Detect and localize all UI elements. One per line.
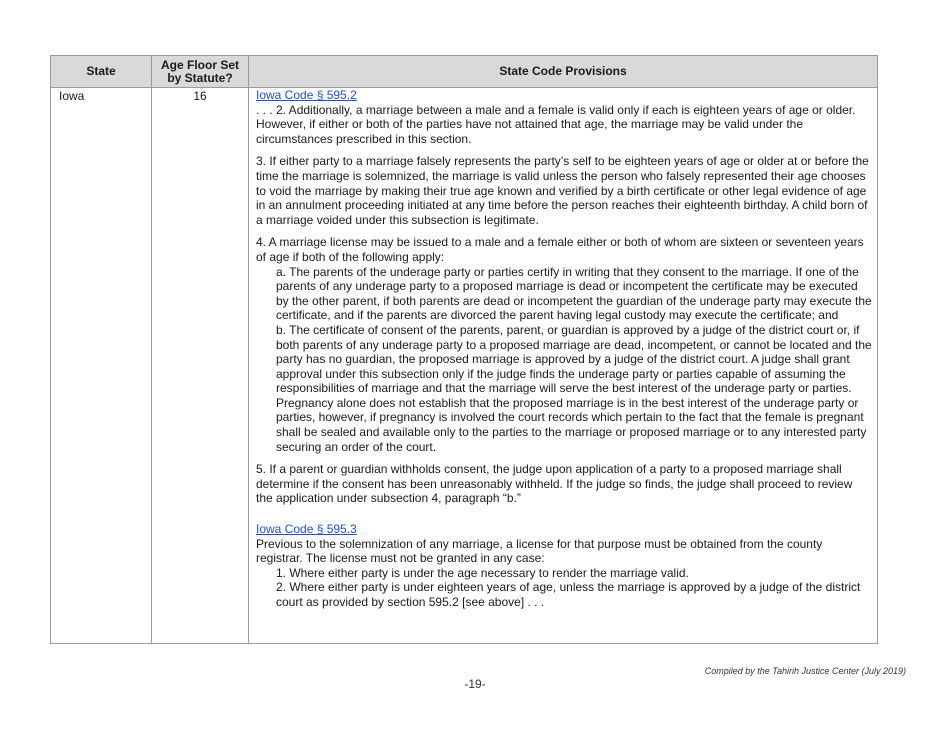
provision-paragraph: Previous to the solemnization of any marriage, a license for that purpose must be obtained from the county registrar. The license must not be granted in any case: — [256, 536, 823, 566]
iowa-code-595-3-link[interactable]: Iowa Code § 595.3 — [256, 522, 357, 537]
page-number: -19- — [464, 677, 486, 691]
provision-paragraph: 4. A marriage license may be issued to a male and a female either or both of whom are sixteen or seventeen years of age if both of the following apply: — [256, 235, 864, 264]
table-header — [51, 56, 877, 88]
header-state: State — [86, 64, 116, 78]
provision-subparagraph: 1. Where either party is under the age necessary to render the marriage valid. — [276, 565, 689, 580]
state-cell: Iowa — [59, 89, 85, 103]
provision-subparagraph: b. The certificate of consent of the parents, parent, or guardian is approved by a judge of the district court or, if both parents of any underage party to a proposed marriage are dead, incompetent, or cannot be located and the party has no guardian, the proposed marriage is approved by a judge of the district court. A judge shall grant approval under this subsection only if the judge finds the underage party or parties capable of assuming the responsibilities of marriage and that the marriage will serve the best interest of the underage party or parties. Pregnancy alone does not establish that the proposed marriage is in the best interest of the underage party or parties, however, if pregnancy is involved the court records which pertain to the fact that the female is pregnant shall be sealed and available only to the parties to the marriage or proposed marriage or to any interested party securing an order of the court. — [276, 322, 872, 454]
provisions-cell — [256, 88, 872, 610]
provision-paragraph: 5. If a parent or guardian withholds consent, the judge upon application of a party to a proposed marriage shall determine if the consent has been unreasonably withheld. If the judge so finds, the judge shall proceed to review the application under subsection 4, paragraph “b.” — [256, 462, 853, 506]
header-provisions: State Code Provisions — [499, 64, 627, 78]
provision-paragraph: . . . 2. Additionally, a marriage between a male and a female is valid only if each is eighteen years of age or older. However, if either or both of the parties have not attained that age, the marriage may be valid under the circumstances prescribed in this section. — [256, 102, 856, 146]
column-divider — [248, 56, 249, 643]
provision-paragraph: 3. If either party to a marriage falsely represents the party’s self to be eighteen years of age or older at or before the time the marriage is solemnized, the marriage is valid unless the person who falsely represented their age chooses to void the marriage by making their true age known and verified by a birth certificate or other legal evidence of age in an annulment proceeding initiated at any time before the person reaches their eighteenth birthday. A child born of a marriage voided under this subsection is legitimate. — [256, 154, 869, 227]
footer-credit: Compiled by the Tahirih Justice Center (July 2019) — [704, 666, 906, 676]
iowa-code-595-2-link[interactable]: Iowa Code § 595.2 — [256, 88, 357, 102]
provision-subparagraph: 2. Where either party is under eighteen years of age, unless the marriage is approved by a judge of the district court as provided by section 595.2 [see above] . . . — [276, 580, 861, 609]
column-divider — [151, 56, 152, 643]
header-age-floor: Age Floor Set by Statute? — [160, 57, 239, 85]
age-floor-cell: 16 — [193, 89, 207, 103]
provision-subparagraph: a. The parents of the underage party or parties certify in writing that they consent to the marriage. If one of the parents of any underage party to a proposed marriage is dead or incompetent the certificate may be executed by the other parent, if both parents are dead or incompetent the guardian of the underage party may execute the certificate, and if the parents are divorced the parent having legal custody may execute the certificate; and — [276, 264, 872, 323]
provisions-table — [50, 55, 878, 644]
